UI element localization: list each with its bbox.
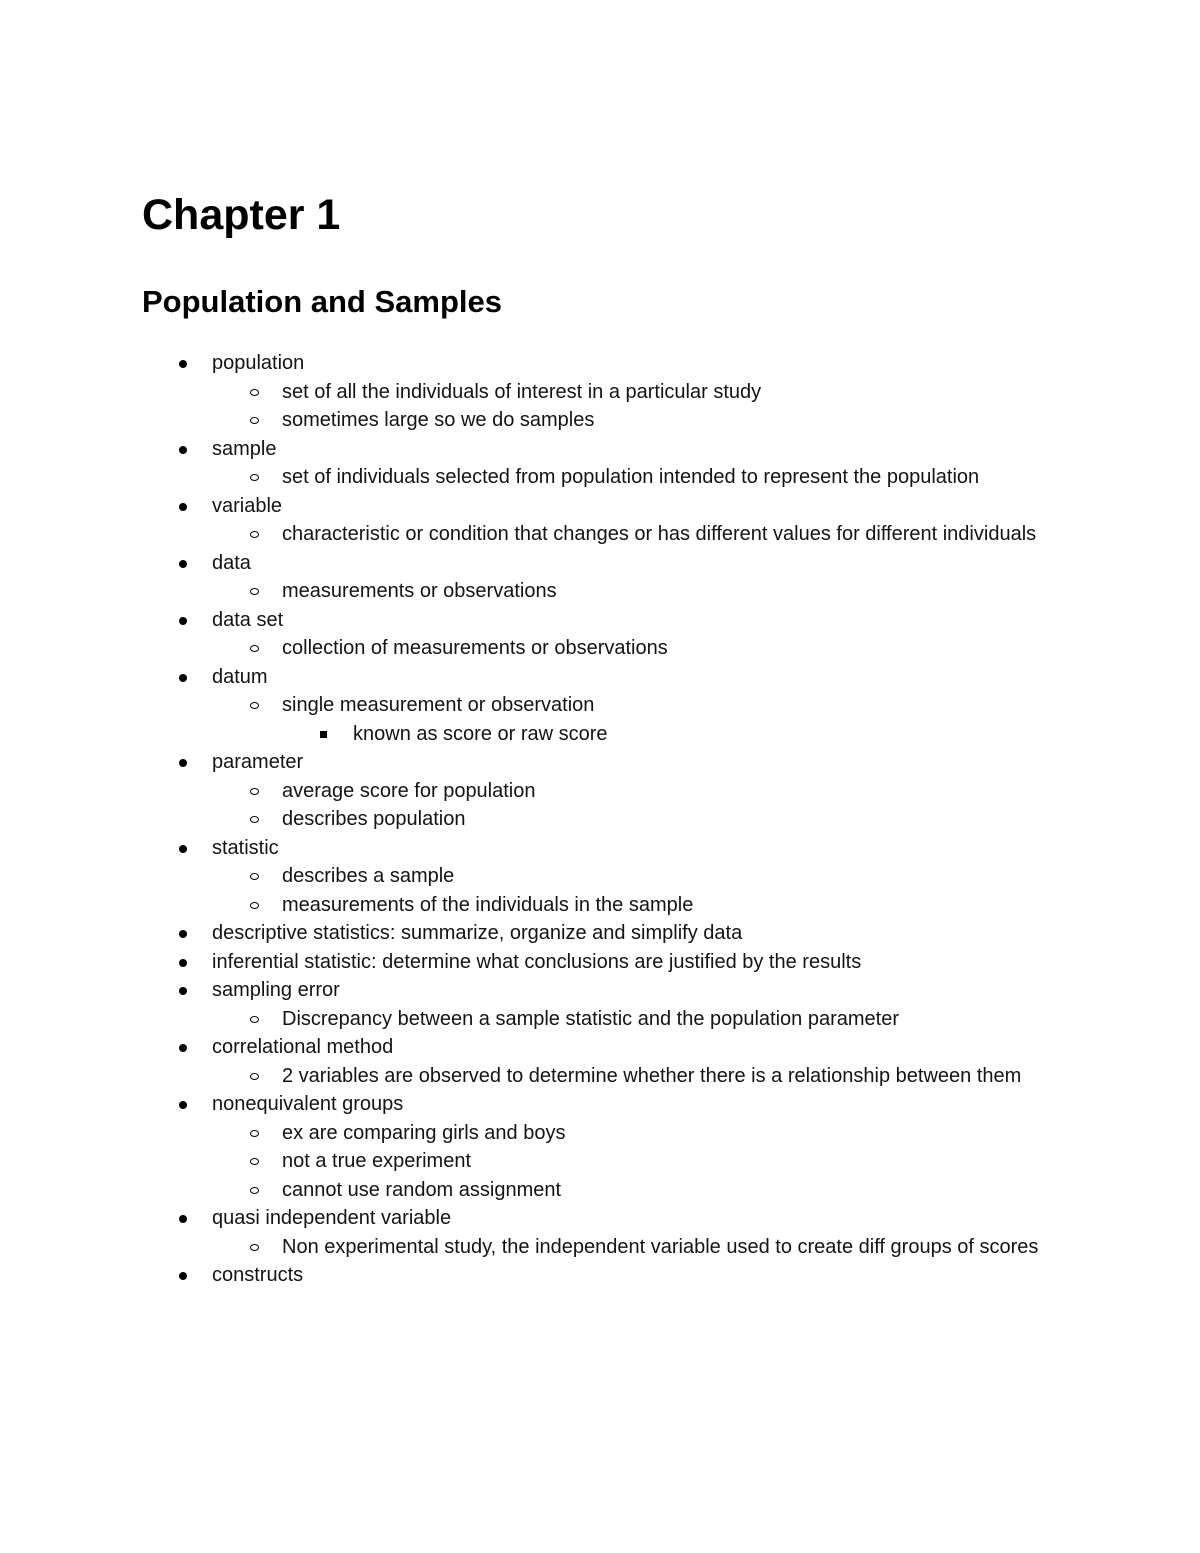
- list-item: [0, 1005, 1200, 1034]
- list-item: [0, 577, 1200, 606]
- list-item-text: collection of measurements or observations: [282, 637, 668, 659]
- bullet-circle-icon: [250, 816, 259, 823]
- list-item: [0, 777, 1200, 806]
- list-item-text: sampling error: [212, 979, 340, 1001]
- bullet-disc-icon: [179, 987, 187, 995]
- list-item-text: measurements or observations: [282, 580, 557, 602]
- bullet-circle-icon: [250, 1158, 259, 1165]
- bullet-circle-icon: [250, 788, 259, 795]
- list-item: [0, 720, 1200, 749]
- list-item: [0, 378, 1200, 407]
- list-item: [0, 948, 1200, 977]
- bullet-disc-icon: [179, 759, 187, 767]
- list-item-text: set of all the individuals of interest in a particular study: [282, 380, 762, 403]
- bullet-disc-icon: [179, 1215, 187, 1223]
- bullet-disc-icon: [179, 1101, 187, 1109]
- bullet-disc-icon: [179, 617, 187, 625]
- list-item: [0, 663, 1200, 692]
- bullet-disc-icon: [179, 1272, 187, 1280]
- list-item-text: average score for population: [282, 779, 536, 802]
- list-item-text: Discrepancy between a sample statistic and the population parameter: [282, 1007, 900, 1030]
- list-item: [0, 492, 1200, 521]
- bullet-circle-icon: [250, 417, 259, 424]
- list-item: [0, 406, 1200, 435]
- list-item: [0, 549, 1200, 578]
- bullet-circle-icon: [250, 389, 259, 396]
- list-item: [0, 520, 1200, 549]
- bullet-circle-icon: [250, 474, 259, 481]
- list-item-text: datum: [212, 665, 268, 688]
- list-item-text: Non experimental study, the independent variable used to create diff groups of scores: [282, 1235, 1039, 1258]
- list-item: [0, 606, 1200, 635]
- page-title: Chapter 1: [142, 191, 341, 239]
- bullet-disc-icon: [179, 930, 187, 938]
- list-item: [0, 435, 1200, 464]
- list-item-text: correlational method: [212, 1036, 394, 1058]
- bullet-disc-icon: [179, 560, 187, 568]
- bullet-circle-icon: [250, 902, 259, 909]
- list-item-text: 2 variables are observed to determine whether there is a relationship between them: [282, 1064, 1022, 1087]
- list-item-text: parameter: [212, 751, 304, 773]
- list-item-text: statistic: [212, 836, 279, 859]
- list-item: [0, 463, 1200, 492]
- list-item-text: variable: [212, 494, 283, 517]
- list-item-text: inferential statistic: determine what conclusions are justified by the results: [212, 950, 862, 973]
- list-item: [0, 976, 1200, 1005]
- list-item-text: known as score or raw score: [353, 722, 608, 745]
- bullet-circle-icon: [250, 1244, 259, 1251]
- bullet-disc-icon: [179, 1044, 187, 1052]
- bullet-disc-icon: [179, 503, 187, 511]
- list-item: [0, 1176, 1200, 1205]
- list-item: [0, 1233, 1200, 1262]
- list-item-text: constructs: [212, 1264, 304, 1286]
- list-item-text: not a true experiment: [282, 1150, 471, 1172]
- bullet-disc-icon: [179, 674, 187, 682]
- list-item-text: describes a sample: [282, 865, 455, 887]
- list-item: [0, 748, 1200, 777]
- list-item-text: set of individuals selected from population intended to represent the population: [282, 466, 980, 488]
- list-item: [0, 1261, 1200, 1290]
- bullet-circle-icon: [250, 702, 259, 709]
- list-item-text: describes population: [282, 808, 466, 830]
- notes-list: [0, 349, 1200, 1290]
- list-item: [0, 834, 1200, 863]
- list-item-text: sometimes large so we do samples: [282, 409, 595, 431]
- list-item: [0, 1033, 1200, 1062]
- list-item-text: sample: [212, 437, 277, 460]
- list-item-text: data set: [212, 608, 284, 631]
- bullet-circle-icon: [250, 1187, 259, 1194]
- list-item: [0, 1119, 1200, 1148]
- list-item-text: single measurement or observation: [282, 694, 595, 716]
- list-item: [0, 891, 1200, 920]
- section-heading: Population and Samples: [142, 284, 502, 319]
- list-item-text: data: [212, 551, 251, 574]
- list-item: [0, 1062, 1200, 1091]
- list-item: [0, 634, 1200, 663]
- list-item: [0, 1147, 1200, 1176]
- list-item-text: measurements of the individuals in the sample: [282, 893, 694, 916]
- list-item: [0, 862, 1200, 891]
- list-item-text: characteristic or condition that changes or has different values for different individuals: [282, 523, 1037, 545]
- list-item: [0, 1090, 1200, 1119]
- list-item-text: cannot use random assignment: [282, 1178, 562, 1201]
- list-item-text: quasi independent variable: [212, 1207, 452, 1229]
- list-item-text: descriptive statistics: summarize, organize and simplify data: [212, 922, 743, 944]
- list-item: [0, 1204, 1200, 1233]
- list-item: [0, 349, 1200, 378]
- list-item: [0, 919, 1200, 948]
- bullet-disc-icon: [179, 360, 187, 368]
- bullet-disc-icon: [179, 845, 187, 853]
- list-item: [0, 691, 1200, 720]
- bullet-disc-icon: [179, 446, 187, 454]
- bullet-circle-icon: [250, 1073, 259, 1080]
- list-item-text: population: [212, 352, 305, 374]
- bullet-circle-icon: [250, 1016, 259, 1023]
- list-item-text: nonequivalent groups: [212, 1093, 404, 1115]
- bullet-disc-icon: [179, 959, 187, 967]
- bullet-circle-icon: [250, 531, 259, 538]
- bullet-circle-icon: [250, 588, 259, 595]
- list-item-text: ex are comparing girls and boys: [282, 1121, 566, 1144]
- bullet-circle-icon: [250, 1130, 259, 1137]
- list-item: [0, 805, 1200, 834]
- bullet-square-icon: [320, 731, 327, 738]
- bullet-circle-icon: [250, 645, 259, 652]
- bullet-circle-icon: [250, 873, 259, 880]
